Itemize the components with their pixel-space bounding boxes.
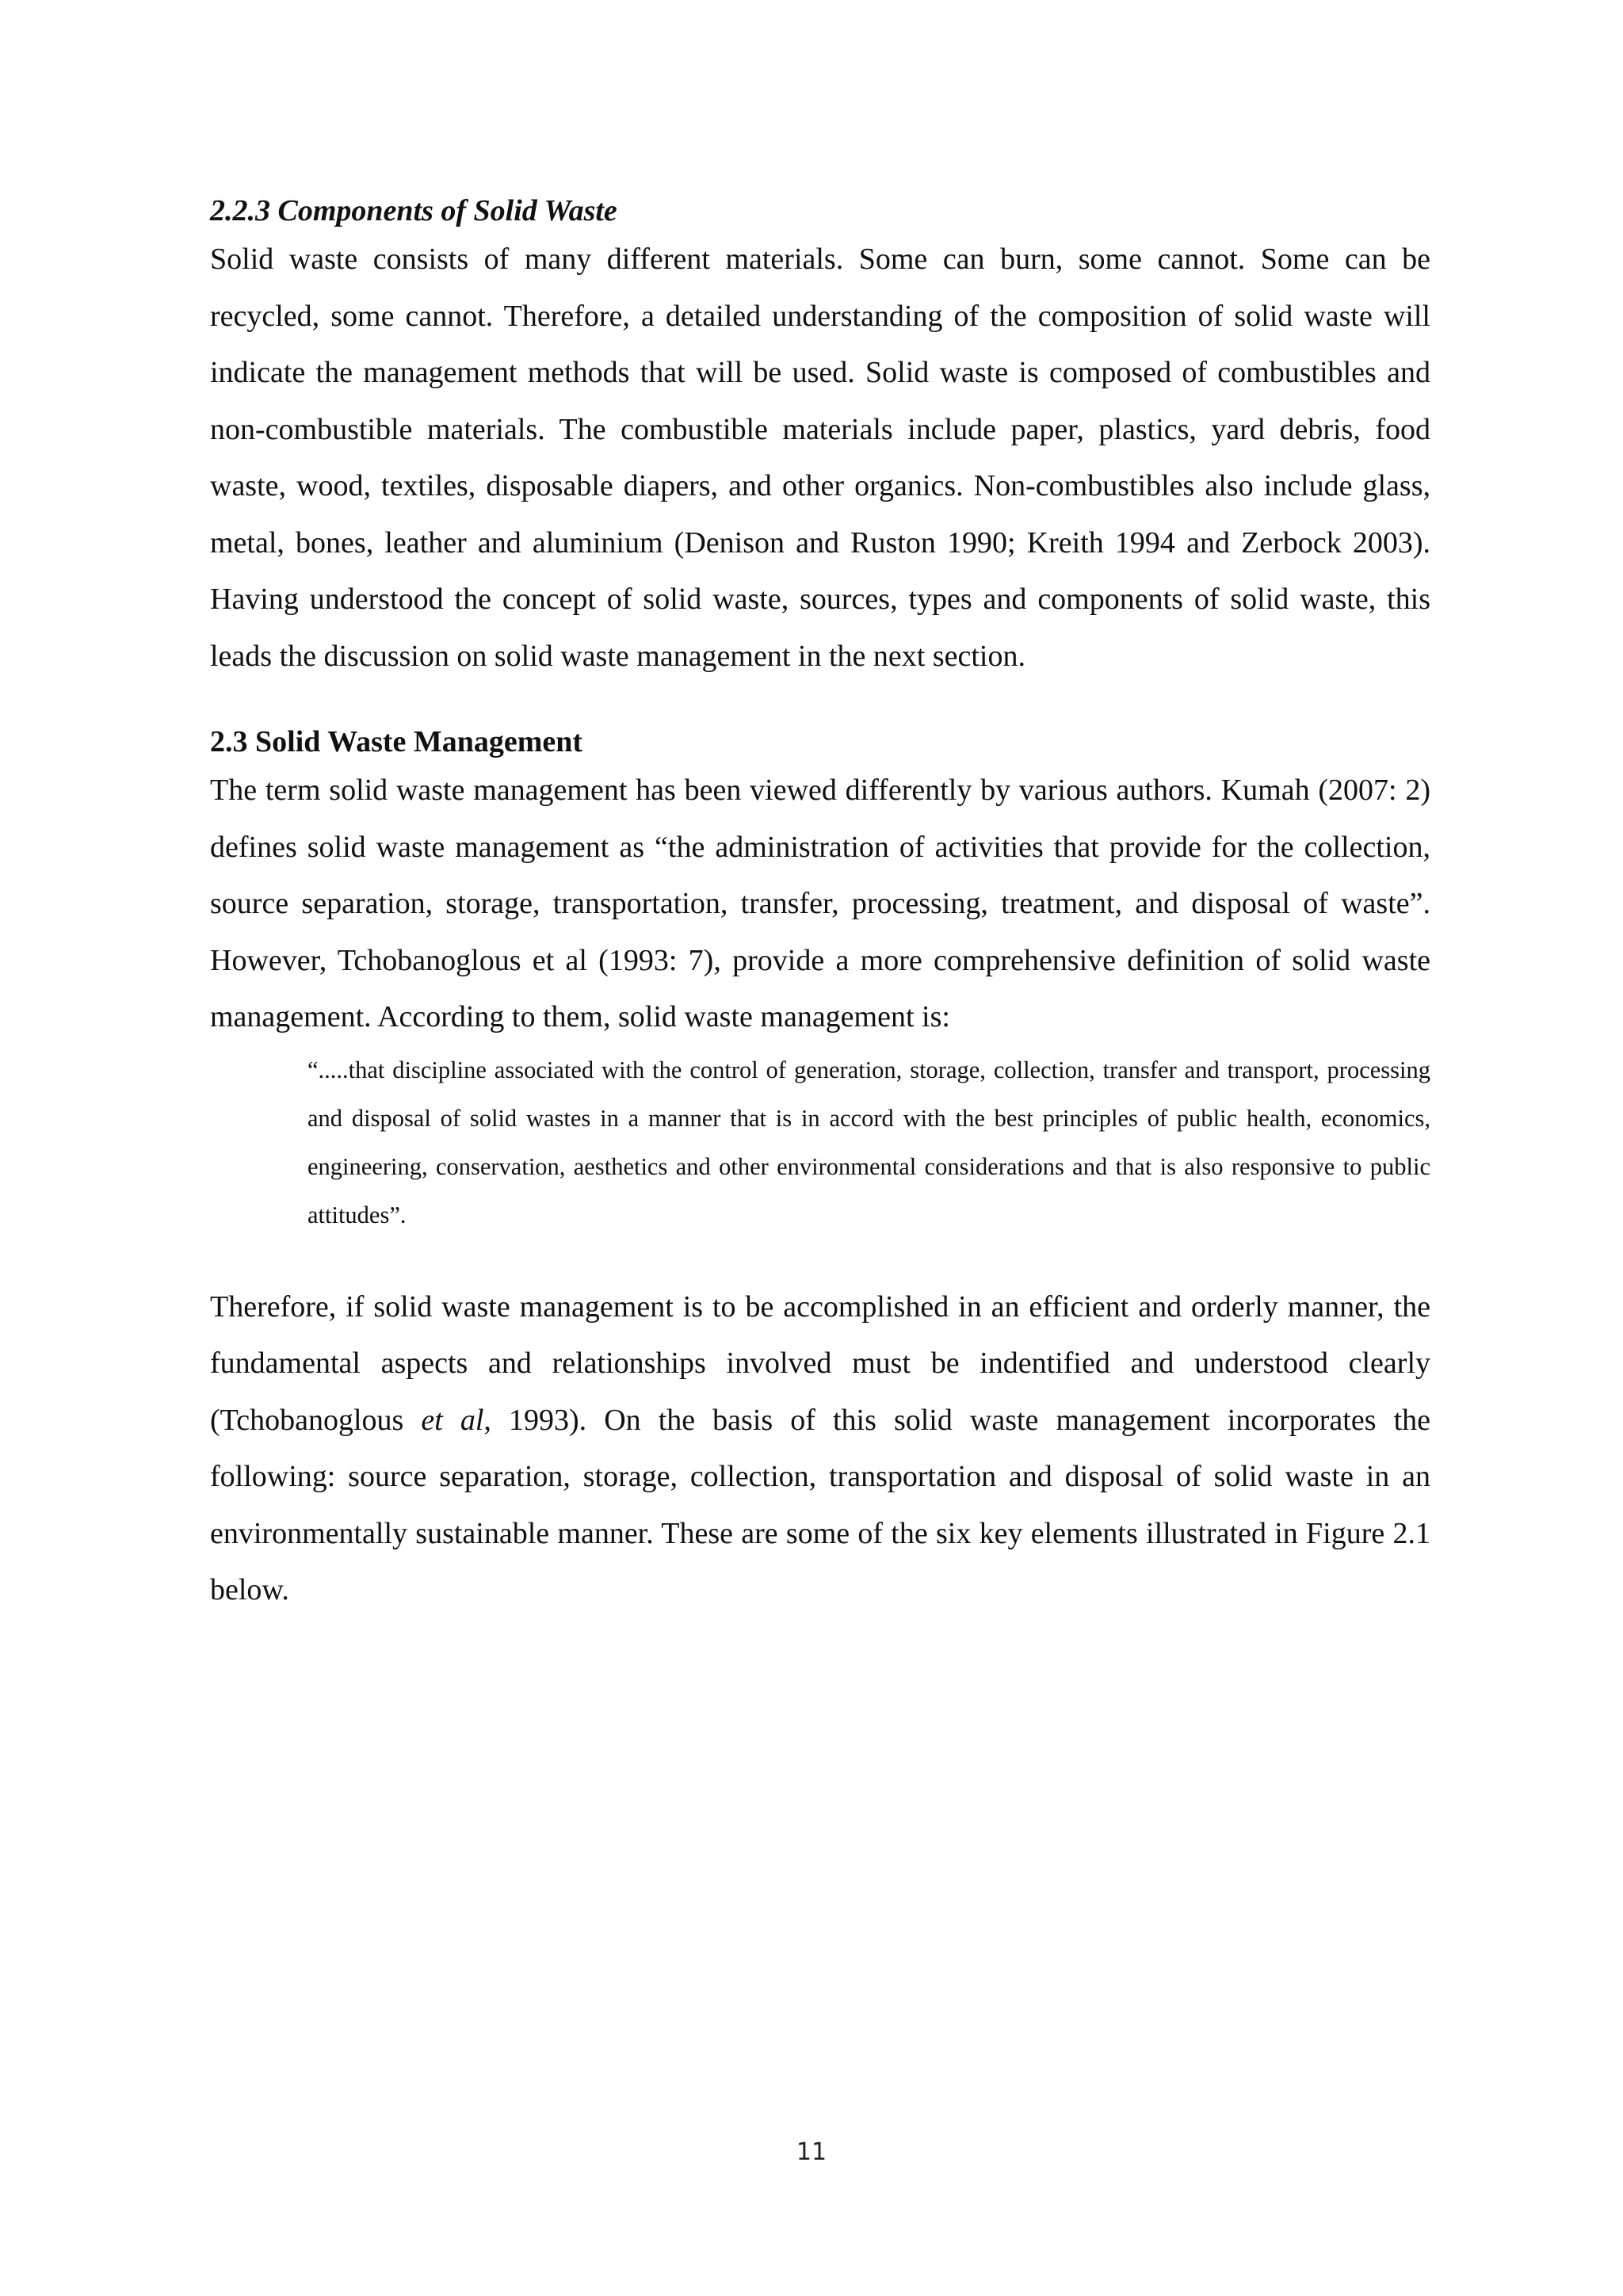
paragraph-components-of-solid-waste: Solid waste consists of many different materials. Some can burn, some cannot. Some can be recycled, some cannot. Therefore, a detailed understanding of the composition of solid waste will indicate the management methods that will be used. Solid waste is composed of combustibles and non-combustible materials. The combustible materials include paper, plastics, yard debris, food waste, wood, textiles, disposable diapers, and other organics. Non-combustibles also include glass, metal, bones, leather and aluminium (Denison and Ruston 1990; Kreith 1994 and Zerbock 2003). Having understood the concept of solid waste, sources, types and components of solid waste, this leads the discussion on solid waste management in the next section. (210, 243, 1430, 673)
section-spacer (210, 685, 1430, 721)
paragraph-text-part: , 1993). On the basis of this solid waste management incorporates the following: source separation, storage, collection, transportation and disposal of solid waste in an environmentally sustainable manner. These are some of the six key elements illustrated in Figure 2.1 below. (210, 1403, 1430, 1606)
document-page (210, 190, 1430, 1619)
section-spacer (210, 1240, 1430, 1279)
paragraph-solid-waste-management-definition: The term solid waste management has been viewed differently by various authors. Kumah (2007: 2) defines solid waste management as “the administration of activities that provide for the collection, source separation, storage, transportation, transfer, processing, treatment, and disposal of waste”. However, Tchobanoglous et al (1993: 7), provide a more comprehensive definition of solid waste management. According to them, solid waste management is: (210, 774, 1430, 1033)
paragraph-text-part: Therefore, if solid waste management is to be accomplished in an efficient and orderly manner, the fundamental aspects and relationships involved must be indentified and understood clearly (Tchobanoglous (210, 1289, 1430, 1437)
block-quote-tchobanoglous: “.....that discipline associated with the control of generation, storage, collection, transfer and transport, processing and disposal of solid wastes in a manner that is in accord with the best principles of public health, economics, engineering, conservation, aesthetics and other environmental considerations and that is also responsive to public attitudes”. (307, 1056, 1430, 1228)
section-heading-components-of-solid-waste: 2.2.3 Components of Solid Waste (210, 194, 617, 227)
paragraph-solid-waste-management-elements (210, 1279, 1430, 1619)
section-heading-solid-waste-management: 2.3 Solid Waste Management (210, 725, 583, 758)
page-number: 11 (796, 2138, 827, 2166)
paragraph-italic-citation: et al (421, 1403, 484, 1437)
